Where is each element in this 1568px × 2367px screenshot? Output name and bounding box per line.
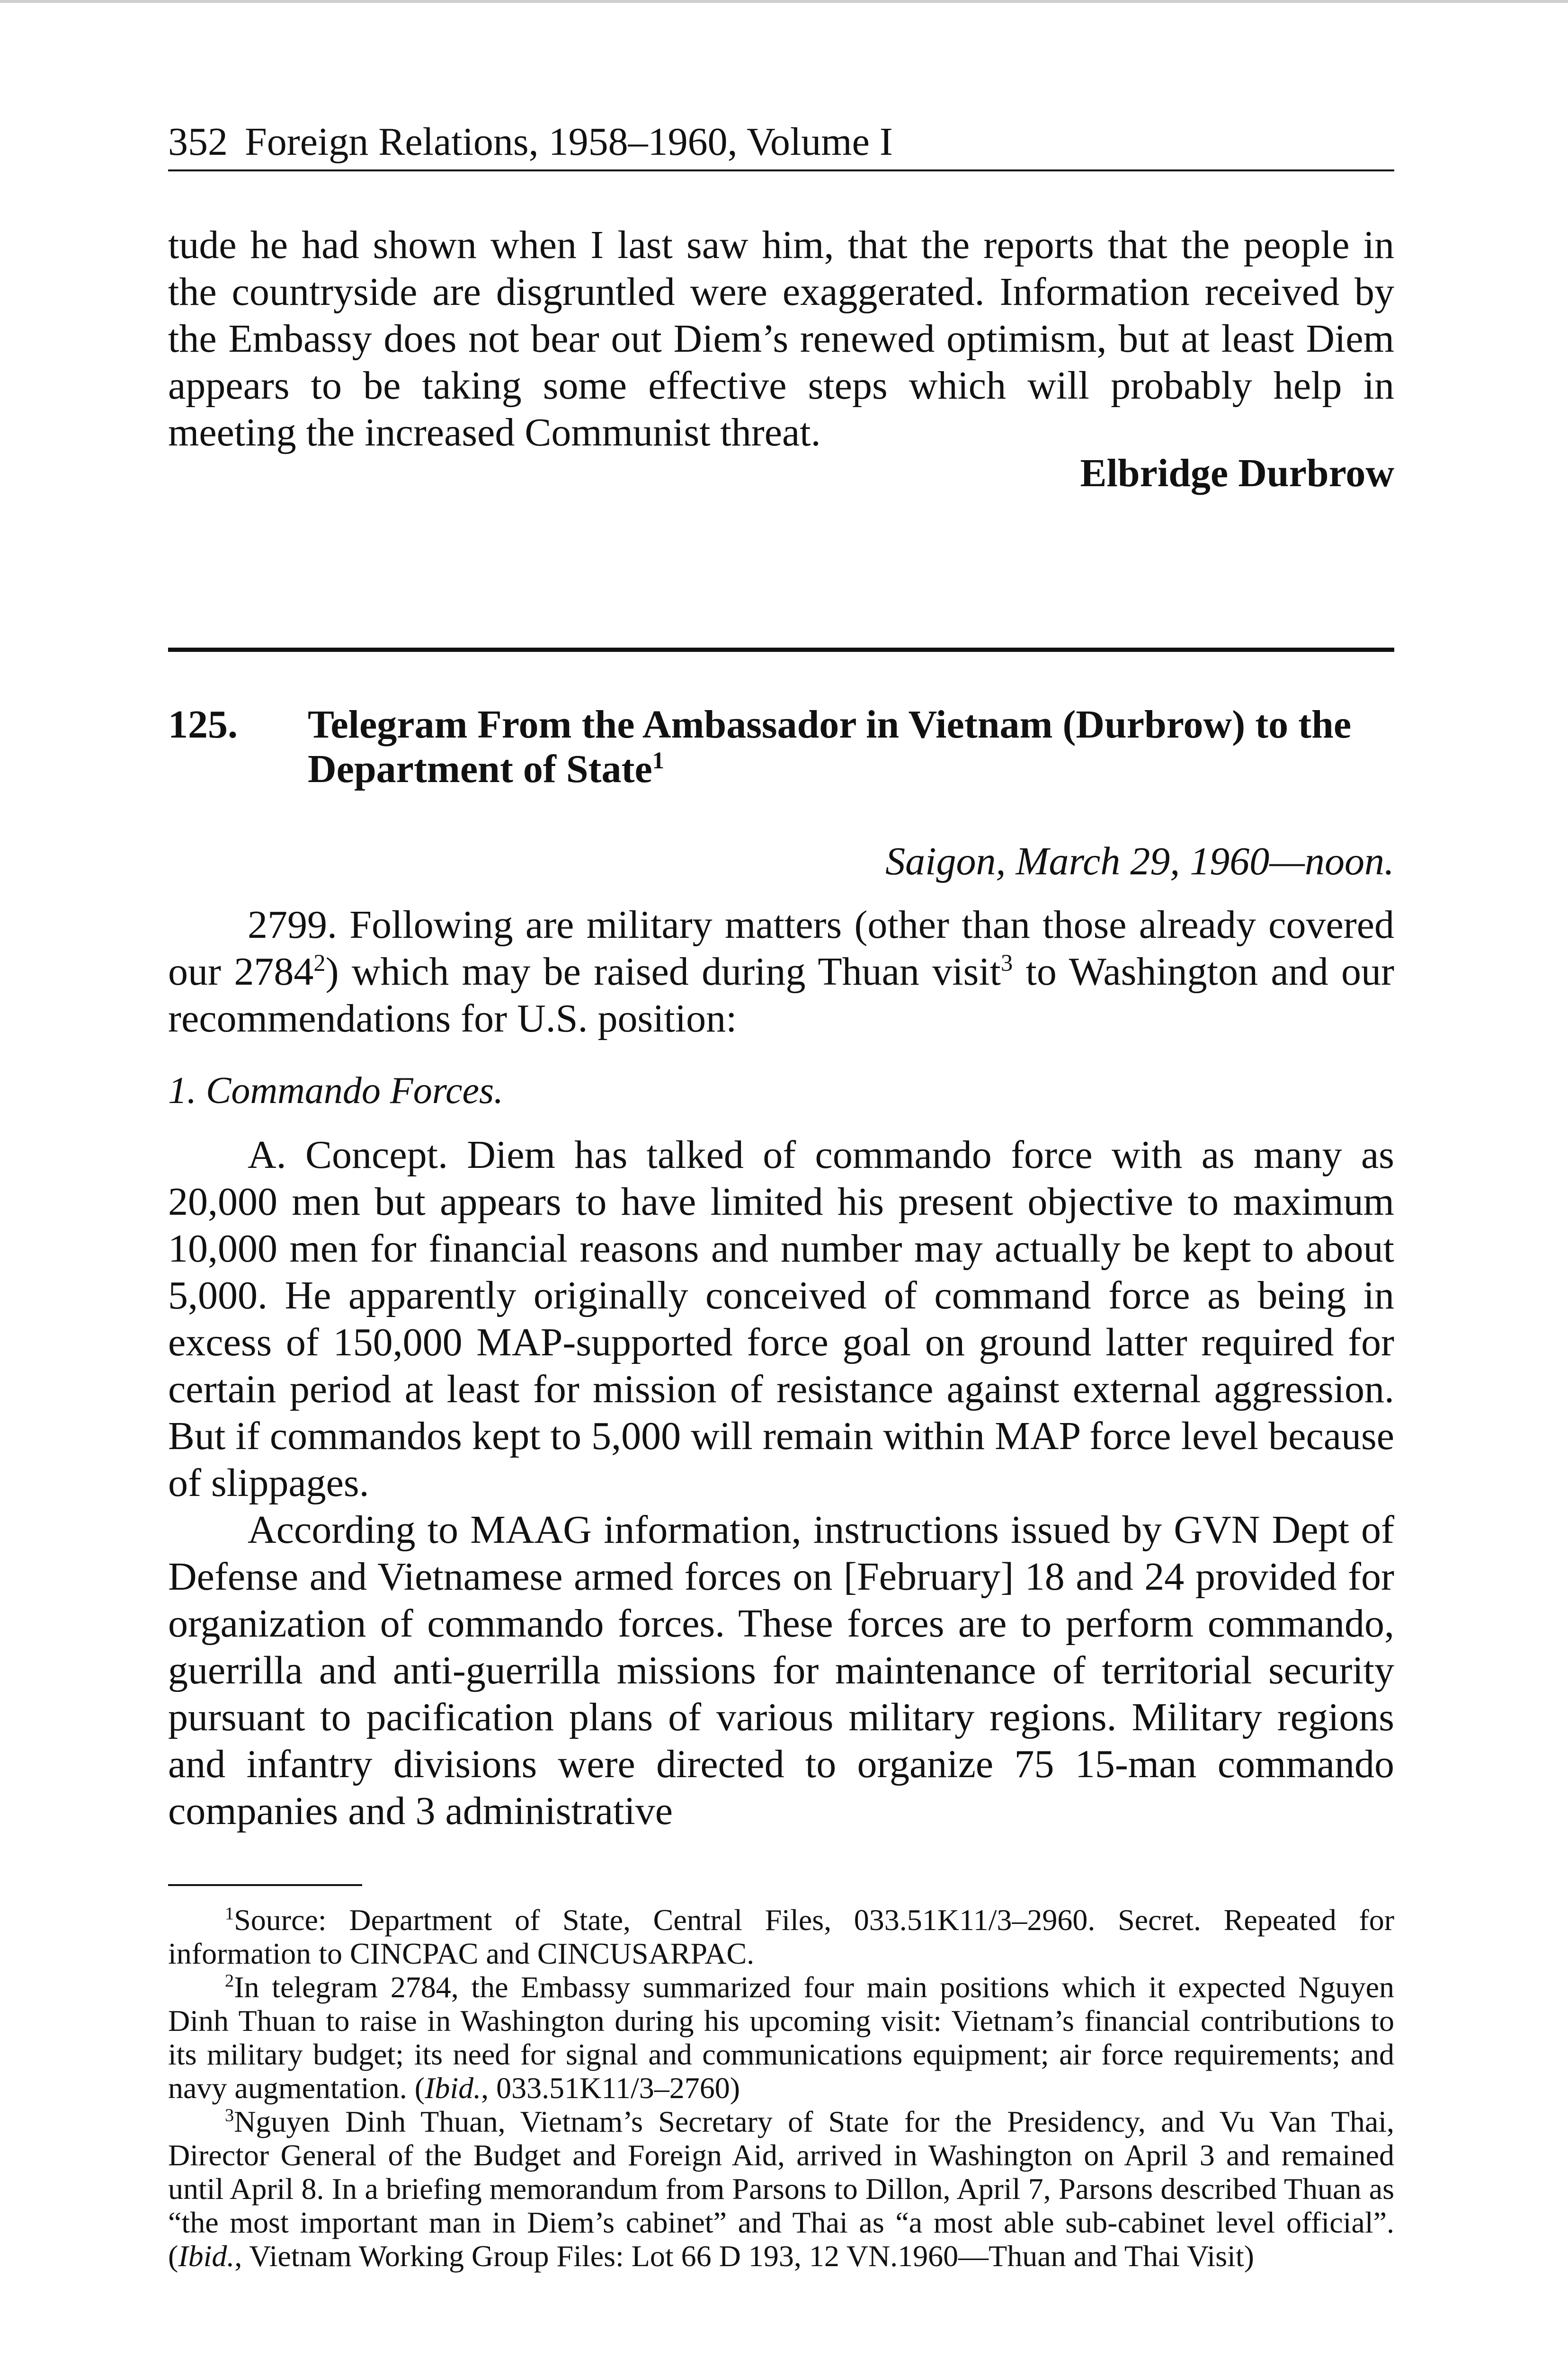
- maag-paragraph: According to MAAG information, instructions issued by GVN Dept of Defense and Vietnamese armed forces on [February] 18 and 24 provided for organization of commando forces. These forces are to perform commando, guerrilla and anti-guerrilla missions for maintenance of territorial security pursuant to pacification plans of various military regions. Military regions and infantry divisions were directed to organize 75 15-man commando companies and 3 administrative: [168, 1508, 1394, 1833]
- document-title: [308, 703, 1397, 792]
- section-heading: 1. Commando Forces.: [168, 1070, 504, 1112]
- intro-paragraph: 2799. Following are military matters (other than those already covered our 2784$^2$) which may be raised during Thuan visit$^3$ to Washington and our recommendations for U.S. position:: [168, 903, 1394, 1041]
- footnote-ref-1: 1: [652, 747, 664, 774]
- header-rule: [168, 169, 1394, 171]
- ibid-citation: Ibid.: [178, 2239, 235, 2273]
- footnote-rule: [168, 1884, 362, 1886]
- footnote-marker: 1: [225, 1904, 234, 1924]
- ibid-citation: Ibid.: [425, 2071, 481, 2105]
- telegram-number: 2799.: [248, 903, 337, 947]
- running-header: [168, 118, 1394, 166]
- footnote-text: In telegram 2784, the Embassy summarized four main positions which it expected Nguyen Dinh Thuan to raise in Washington during his upcoming visit: Vietnam’s financial contributions to its military budget; its need for signal and communications equipment; air force requirements; and navy augmentation. (: [168, 1970, 1394, 2105]
- page-top-edge: [0, 0, 1568, 3]
- previous-document-closing-paragraph: tude he had shown when I last saw him, that the reports that the people in the countryside are disgruntled were exaggerated. Information received by the Embassy does not bear out Diem’s renewed optimism, but at least Diem appears to be taking some effective steps which will probably help in meeting the increased Communist threat.: [168, 223, 1394, 454]
- running-title: Foreign Relations, 1958–1960, Volume I: [245, 120, 893, 164]
- document-separator-rule: [168, 648, 1394, 652]
- footnote-ref-3: 3: [1001, 950, 1013, 976]
- footnote-text: Source: Department of State, Central Files, 033.51K11/3–2960. Secret. Repeated for information to CINCPAC and CINCUSARPAC.: [168, 1903, 1394, 1970]
- page-number: 352: [168, 120, 228, 164]
- footnote-1: [168, 1903, 1394, 1970]
- footnote-text: Nguyen Dinh Thuan, Vietnam’s Secretary of State for the Presidency, and Vu Van Thai, Director General of the Budget and Foreign Aid, arrived in Washington on April 3 and remained until April 8. In a briefing memorandum from Parsons to Dillon, April 7, Parsons described Thuan as “the most important man in Diem’s cabinet” and Thai as “a most able sub-cabinet level official”. (: [168, 2105, 1394, 2273]
- concept-paragraph: A. Concept. Diem has talked of commando force with as many as 20,000 men but appears to have limited his present objective to maximum 10,000 men for financial reasons and number may actually be kept to about 5,000. He apparently originally conceived of command force as being in excess of 150,000 MAP-supported force goal on ground latter required for certain period at least for mission of resistance against external aggression. But if commandos kept to 5,000 will remain within MAP force level because of slippages.: [168, 1133, 1394, 1505]
- footnote-3: $^3$Nguyen Dinh Thuan, Vietnam’s Secretary of State for the Presidency, and Vu Van Thai, Director General of the Budget and Foreign Aid, arrived in Washington on April 3 and remained until April 8. In a briefing memorandum from Parsons to Dillon, April 7, Parsons described Thuan as “the most important man in Diem’s cabinet” and Thai as “a most able sub-cabinet level official”. (Ibid., Vietnam Working Group Files: Lot 66 D 193, 12 VN.1960—Thuan and Thai Visit): [168, 2105, 1394, 2273]
- document-title-text: Telegram From the Ambassador in Vietnam (Durbrow) to the Department of State: [308, 703, 1352, 791]
- footnote-marker: 3: [225, 2105, 234, 2126]
- footnote-marker: 2: [225, 1971, 234, 1991]
- dateline: Saigon, March 29, 1960—noon.: [885, 839, 1394, 883]
- signature: Elbridge Durbrow: [1080, 451, 1394, 495]
- footnote-ref-2: 2: [313, 950, 326, 976]
- document-number: 125.: [168, 703, 238, 747]
- footnote-2: $^2$In telegram 2784, the Embassy summarized four main positions which it expected Nguyen Dinh Thuan to raise in Washington during his upcoming visit: Vietnam’s financial contributions to its military budget; its need for signal and communications equipment; air force requirements; and navy augmentation. (Ibid., 033.51K11/3–2760): [168, 1970, 1394, 2105]
